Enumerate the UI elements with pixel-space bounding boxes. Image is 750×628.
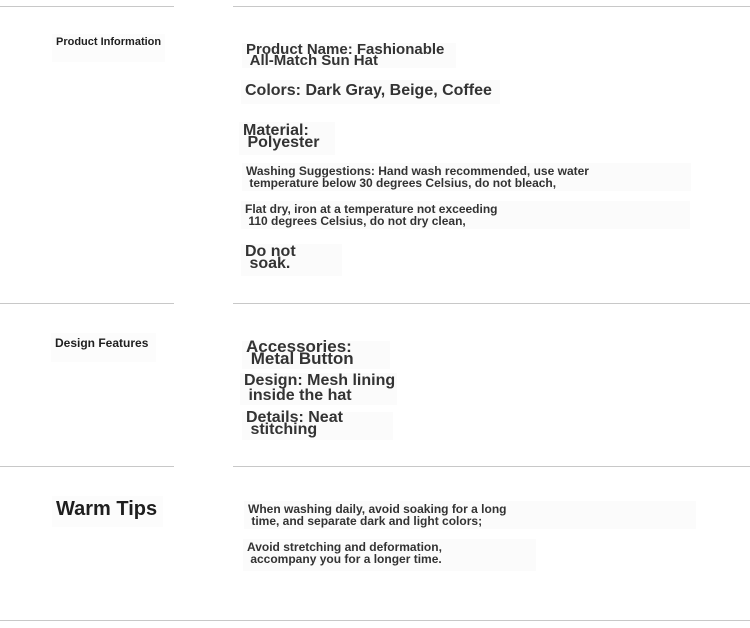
divider-2-left [0,466,174,467]
divider-1-right [233,303,750,304]
drying-ironing-text: Flat dry, iron at a temperature not exceeding 110 degrees Celsius, do not dry clean, [241,201,690,229]
accessories-text: Accessories: Metal Button [242,341,390,369]
colors-text: Colors: Dark Gray, Beige, Coffee [241,80,500,104]
stretching-tip-text: Avoid stretching and deformation, accompany you for a longer time. [243,539,536,571]
divider-1-left [0,303,174,304]
section-label-design-features: Design Features [51,333,156,362]
section-label-product-information: Product Information [52,34,165,62]
washing-suggestions-text: Washing Suggestions: Hand wash recommended, use water temperature below 30 degrees Celsius, do not bleach, [242,163,691,191]
top-divider-left [0,6,174,7]
material-text: Material: Polyester [239,122,335,155]
washing-tip-text: When washing daily, avoid soaking for a long time, and separate dark and light colors; [244,501,696,529]
product-name-text: Product Name: Fashionable All-Match Sun Hat [242,43,456,68]
do-not-soak-text: Do not soak. [241,244,342,276]
divider-2-right [233,466,750,467]
design-text: Design: Mesh lining inside the hat [240,373,397,405]
top-divider-right [233,6,750,7]
details-text: Details: Neat stitching [242,412,393,440]
bottom-divider [0,620,750,621]
section-label-warm-tips: Warm Tips [52,496,163,527]
